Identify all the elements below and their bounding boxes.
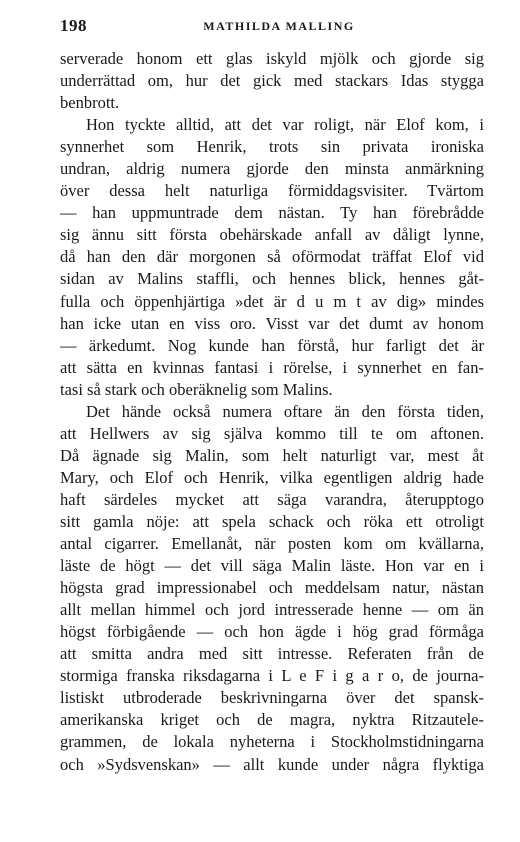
text-line: högsta grad impressionabel och meddelsam natur, nästan	[60, 578, 484, 598]
text-line: allt mellan himmel och jord intresserade henne — om än	[60, 600, 484, 620]
text-line: att smitta andra med sitt intresse. Referaten från de	[60, 644, 484, 664]
text-line: stormiga franska riksdagarna i L e F i g a r o, de journa-	[60, 666, 484, 686]
text-line: grammen, de lokala nyheterna i Stockholmstidningarna	[60, 732, 484, 752]
text-line: Då ägnade sig Malin, som helt naturligt var, mest åt	[60, 445, 484, 465]
text-line: sig ännu sitt första obehärskade anfall av dåligt lynne,	[60, 225, 484, 245]
text-line: serverade honom ett glas iskyld mjölk och gjorde sig	[60, 49, 484, 68]
text-line: undran, aldrig numera gjorde den minsta anmärkning	[60, 159, 484, 179]
text-line: — han uppmuntrade dem nästan. Ty han förebrådde	[60, 203, 484, 223]
running-title: MATHILDA MALLING	[203, 19, 355, 33]
text-line: sitt gamla nöje: att spela schack och röka ett otroligt	[60, 511, 484, 531]
text-line: att sätta en kvinnas fantasi i rörelse, i synnerhet en fan-	[60, 357, 484, 377]
text-line: sidan av Malins staffli, och hennes blick, hennes gåt-	[60, 269, 484, 289]
text-line: Hon tyckte alltid, att det var roligt, när Elof kom, i	[86, 115, 484, 135]
text-line: att Hellwers av sig själva kommo till te om aftonen.	[60, 423, 484, 443]
text-line: och »Sydsvenskan» — allt kunde under några flyktiga	[60, 754, 484, 774]
text-line: läste de högt — det vill säga Malin läste. Hon var en i	[60, 556, 484, 576]
text-line: benbrott.	[60, 93, 120, 113]
text-line: amerikanska kriget och de magra, nyktra Ritzautele-	[60, 710, 484, 730]
text-line: han icke utan en viss oro. Visst var det dumt av honom	[60, 313, 484, 333]
text-line: tasi så stark och oberäknelig som Malins.	[60, 379, 333, 399]
text-line: synnerhet som Henrik, trots sin privata ironiska	[60, 137, 484, 157]
body-text	[60, 48, 484, 776]
text-line: listiskt utbroderade beskrivningarna över det spansk-	[60, 688, 484, 708]
text-line: haft särdeles mycket att säga varandra, återupptogo	[60, 489, 484, 509]
text-line: fulla och öppenhjärtiga »det är d u m t av dig» mindes	[60, 291, 484, 311]
text-line: Mary, och Elof och Henrik, vilka egentligen aldrig hade	[60, 467, 484, 487]
text-line: — ärkedumt. Nog kunde han förstå, hur farligt det är	[60, 335, 484, 355]
text-line: antal cigarrer. Emellanåt, när posten kom om kvällarna,	[60, 534, 484, 554]
text-line: då han den där morgonen så oförmodat träffat Elof vid	[60, 247, 484, 267]
text-line: över dessa helt naturliga förmiddagsvisiter. Tvärtom	[60, 181, 484, 201]
text-line: högst förbigående — och hon ägde i hög grad förmåga	[60, 622, 484, 642]
running-head	[60, 16, 484, 38]
page-number: 198	[60, 16, 87, 35]
text-line: Det hände också numera oftare än den första tiden,	[86, 401, 484, 421]
text-line: underrättad om, hur det gick med stackars Idas stygga	[60, 71, 484, 91]
